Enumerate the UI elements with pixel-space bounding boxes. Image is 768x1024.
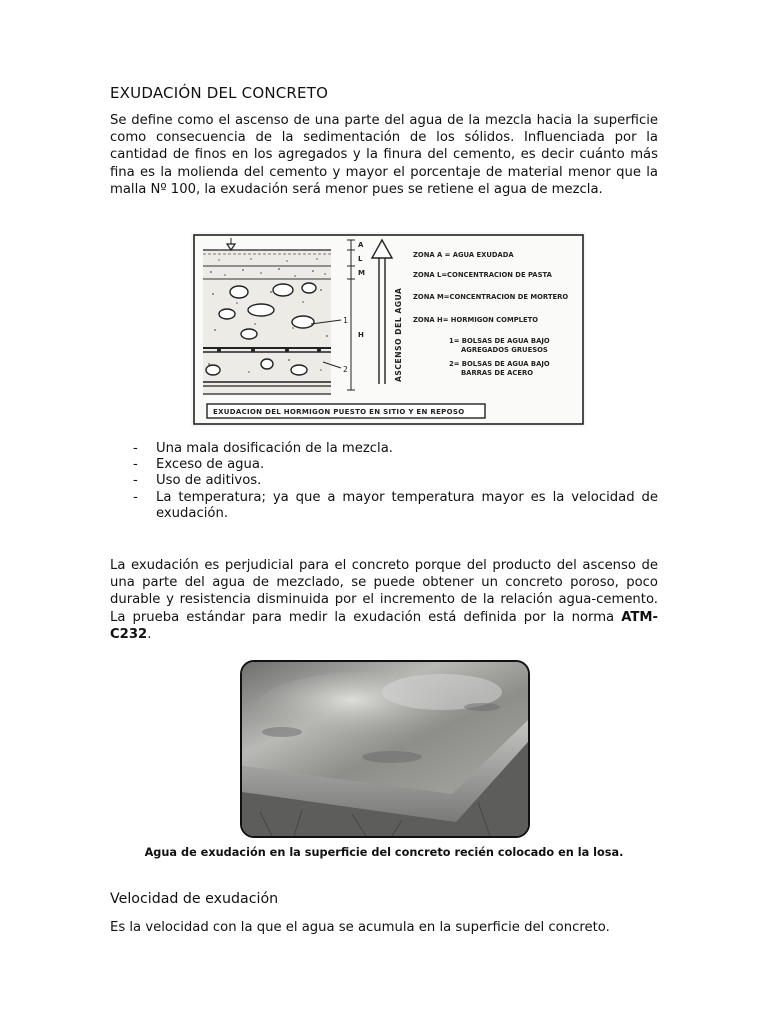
section-paragraph: Es la velocidad con la que el agua se acumula en la superficie del concreto. <box>110 920 610 935</box>
list-item <box>133 441 658 457</box>
zone-h-text: ZONA H= HORMIGON COMPLETO <box>413 316 539 324</box>
zone-l-text: ZONA L=CONCENTRACION DE PASTA <box>413 271 552 279</box>
marker-2-label: 2 <box>343 365 348 374</box>
dim-h-label: H <box>358 331 364 339</box>
note-1b: AGREGADOS GRUESOS <box>461 346 548 354</box>
zone-m-text: ZONA M=CONCENTRACION DE MORTERO <box>413 293 569 301</box>
norm-code: ATM-C232 <box>110 609 658 642</box>
second-paragraph <box>110 557 658 643</box>
diagram-caption: EXUDACION DEL HORMIGON PUESTO EN SITIO Y EN REPOSO <box>213 408 465 416</box>
list-item-text: Exceso de agua. <box>156 457 265 473</box>
dim-m-label: M <box>358 269 365 277</box>
list-item-text: Uso de aditivos. <box>156 473 262 489</box>
note-1a: 1= BOLSAS DE AGUA BAJO <box>449 337 550 345</box>
marker-1-label: 1 <box>343 316 348 325</box>
list-item <box>133 490 658 522</box>
list-item <box>133 473 658 489</box>
section-heading: Velocidad de exudación <box>110 891 279 907</box>
bleeding-causes-list <box>133 441 658 522</box>
photo-caption: Agua de exudación en la superficie del concreto recién colocado en la losa. <box>144 846 624 859</box>
note-2a: 2= BOLSAS DE AGUA BAJO <box>449 360 550 368</box>
zone-a-text: ZONA A = AGUA EXUDADA <box>413 251 514 259</box>
bleeding-diagram <box>191 232 586 427</box>
list-item <box>133 457 658 473</box>
list-item-text: La temperatura; ya que a mayor temperatura mayor es la velocidad de exudación. <box>156 489 658 521</box>
norm-suffix: . <box>147 626 152 642</box>
list-dash: - <box>133 441 138 456</box>
page-title: EXUDACIÓN DEL CONCRETO <box>110 84 329 102</box>
concrete-section-drawing <box>203 238 348 394</box>
intro-paragraph: Se define como el ascenso de una parte del agua de la mezcla hacia la superficie como consecuencia de la sedimentación de los sólidos. Influenciada por la cantidad de finos en los agregados y la finura del cemento, es decir cuánto más fina es la molienda del cemento y mayor el porcentaje de material menor que la malla Nº 100, la exudación será menor pues se retiene el agua de mezcla. <box>110 113 658 197</box>
dim-l-label: L <box>358 255 363 263</box>
list-dash: - <box>133 473 138 489</box>
list-dash: - <box>133 489 138 505</box>
list-dash: - <box>133 457 138 473</box>
concrete-slab-photo <box>240 660 530 838</box>
second-paragraph-text: La exudación es perjudicial para el concreto porque del producto del ascenso de una parte del agua de mezclado, se puede obtener un concreto poroso, poco durable y resistencia disminuida por el incremento de la relación agua-cemento. La prueba estándar para medir la exudación está definida por la norma <box>110 558 658 625</box>
note-2b: BARRAS DE ACERO <box>461 369 533 377</box>
arrow-label: ASCENSO DEL AGUA <box>394 287 403 382</box>
dim-a-label: A <box>358 241 364 249</box>
list-item-text: Una mala dosificación de la mezcla. <box>156 441 393 456</box>
